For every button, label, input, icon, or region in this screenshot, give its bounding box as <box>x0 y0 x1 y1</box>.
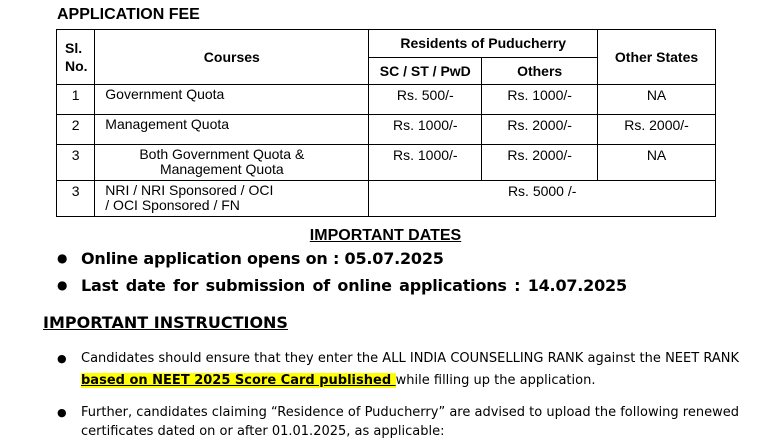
bullet-icon: ● <box>57 406 67 419</box>
instruction-item-residence <box>57 403 739 441</box>
important-dates-heading: IMPORTANT DATES <box>309 227 462 244</box>
instruction-text-part: Candidates should ensure that they enter the ALL INDIA COUNSELLING RANK against the NEET RANK <box>81 351 739 366</box>
date-item-application-opens <box>57 249 444 268</box>
cell-sl: 3 <box>57 145 95 181</box>
instruction-item-rank <box>57 348 739 392</box>
date-text: Last date for submission of online applications : 14.07.2025 <box>81 276 627 295</box>
table-row <box>57 115 716 145</box>
application-fee-table <box>56 29 716 217</box>
cell-fee-other-states: Rs. 2000/- <box>598 115 716 145</box>
cell-fee-merged: Rs. 5000 /- <box>369 181 716 217</box>
cell-fee-others: Rs. 2000/- <box>482 115 598 145</box>
instruction-text: Further, candidates claiming “Residence of Puducherry” are advised to upload the following renewed certificates dated on or after 01.01.2025, as applicable: <box>81 405 739 439</box>
bullet-icon: ● <box>57 251 68 265</box>
header-courses: Courses <box>95 30 369 85</box>
bullet-icon: ● <box>57 278 68 292</box>
table-row <box>57 85 716 115</box>
cell-course: Both Government Quota & Management Quota <box>95 145 369 181</box>
date-item-last-date <box>57 276 627 295</box>
header-residents-of-puducherry: Residents of Puducherry <box>369 30 598 58</box>
instruction-text-part: while filling up the application. <box>395 373 596 388</box>
cell-course: Government Quota <box>95 85 369 115</box>
header-other-states: Other States <box>598 30 716 85</box>
cell-sl: 3 <box>57 181 95 217</box>
cell-fee-sc-st-pwd: Rs. 1000/- <box>369 145 482 181</box>
cell-course: Management Quota <box>95 115 369 145</box>
table-row <box>57 145 716 181</box>
header-sl-no: Sl. No. <box>57 30 95 85</box>
application-fee-heading: APPLICATION FEE <box>57 6 200 23</box>
header-sc-st-pwd: SC / ST / PwD <box>369 57 482 85</box>
highlighted-score-card-note: based on NEET 2025 Score Card published <box>81 373 396 388</box>
cell-fee-sc-st-pwd: Rs. 500/- <box>369 85 482 115</box>
cell-sl: 1 <box>57 85 95 115</box>
cell-course: NRI / NRI Sponsored / OCI / OCI Sponsored / FN <box>95 181 369 217</box>
cell-fee-other-states: NA <box>598 85 716 115</box>
date-text: Online application opens on : 05.07.2025 <box>81 249 444 268</box>
table-row <box>57 181 716 217</box>
header-others: Others <box>482 57 598 85</box>
cell-fee-other-states: NA <box>598 145 716 181</box>
cell-fee-others: Rs. 2000/- <box>482 145 598 181</box>
bullet-icon: ● <box>57 352 67 365</box>
instruction-text <box>81 348 739 392</box>
cell-sl: 2 <box>57 115 95 145</box>
important-instructions-heading: IMPORTANT INSTRUCTIONS <box>43 313 288 332</box>
cell-fee-sc-st-pwd: Rs. 1000/- <box>369 115 482 145</box>
cell-fee-others: Rs. 1000/- <box>482 85 598 115</box>
